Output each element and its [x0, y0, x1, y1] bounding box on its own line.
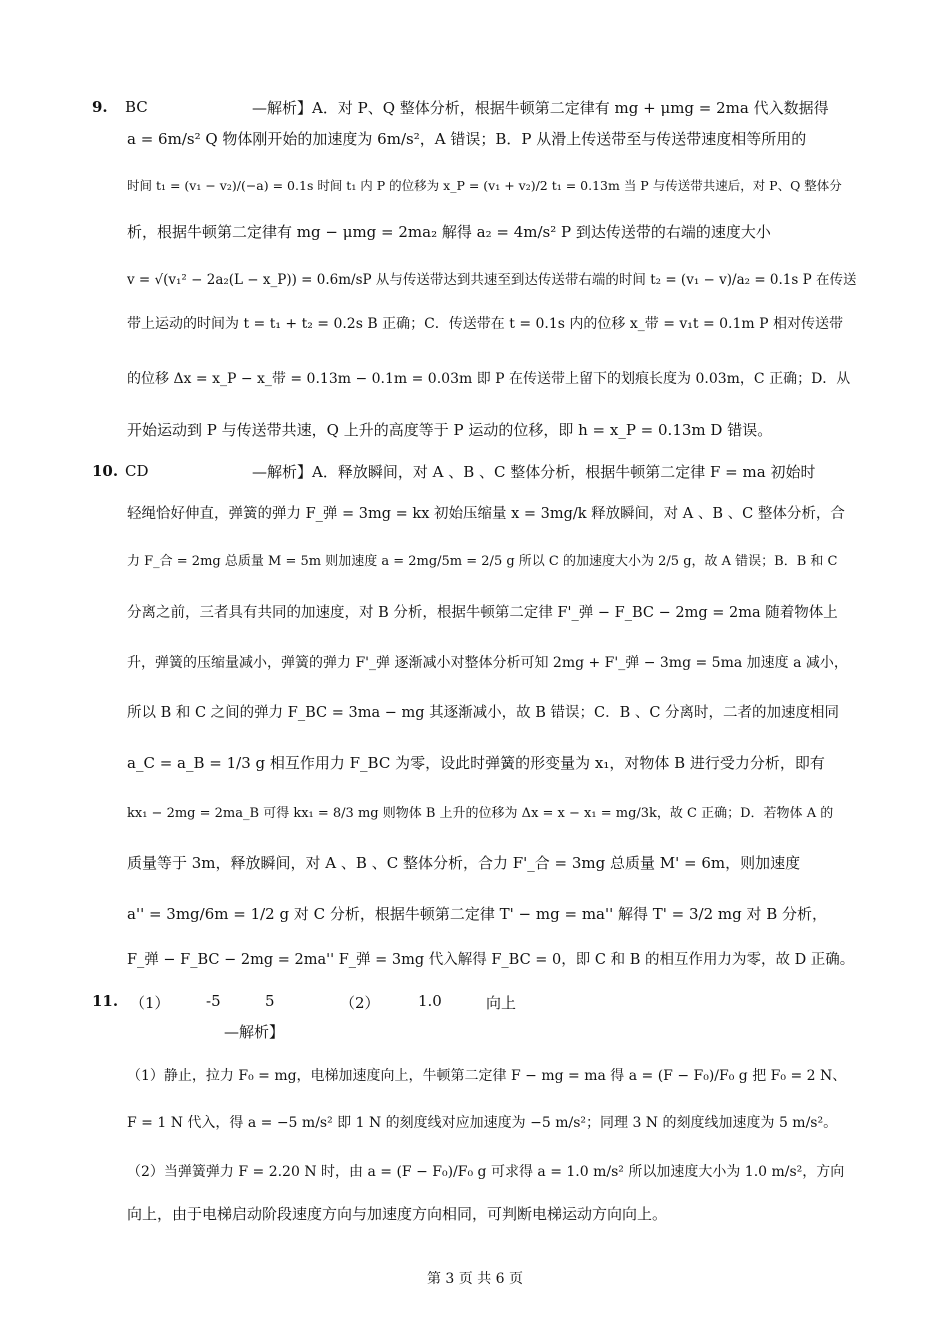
- answer-value: 1.0: [418, 992, 442, 1010]
- solution-line: 的位移 Δx = x_P − x_带 = 0.13m − 0.1m = 0.03m 即 P 在传送带上留下的划痕长度为 0.03m，C 正确；D．从: [127, 371, 851, 387]
- solution-line: kx₁ − 2mg = 2ma_B 可得 kx₁ = 8/3 mg 则物体 B 上升的位移为 Δx = x − x₁ = mg/3k，故 C 正确；D．若物体 A 的: [127, 806, 834, 821]
- answer-value: -5: [206, 992, 221, 1010]
- solution-line: F_弹 − F_BC − 2mg = 2ma'' F_弹 = 3mg 代入解得 F_BC = 0，即 C 和 B 的相互作用力为零，故 D 正确。: [127, 952, 855, 968]
- question-number: 10.: [92, 462, 119, 480]
- answer-value: 向上: [486, 994, 517, 1012]
- solution-line: 时间 t₁ = (v₁ − v₂)/(−a) = 0.1s 时间 t₁ 内 P 的位移为 x_P = (v₁ + v₂)/2 t₁ = 0.13m 当 P 与传送带共速后，对 P、Q 整体分: [127, 178, 842, 193]
- solution-line: 向上，由于电梯启动阶段速度方向与加速度方向相同，可判断电梯运动方向向上。: [127, 1205, 668, 1223]
- answer-part-label: （1）: [130, 994, 170, 1012]
- question-number: 11.: [92, 992, 119, 1010]
- solution-line: （1）静止，拉力 F₀ = mg，电梯加速度向上，牛顿第二定律 F − mg = ma 得 a = (F − F₀)/F₀ g 把 F₀ = 2 N、: [127, 1068, 847, 1084]
- solution-line: —解析】: [224, 1023, 285, 1041]
- solution-line: 分离之前，三者具有共同的加速度，对 B 分析，根据牛顿第二定律 F'_弹 − F_BC − 2mg = 2ma 随着物体上: [127, 605, 838, 621]
- page-footer: 第 3 页 共 6 页: [426, 1271, 524, 1287]
- answer-choice: BC: [125, 98, 148, 116]
- solution-line: a_C = a_B = 1/3 g 相互作用力 F_BC 为零，设此时弹簧的形变量为 x₁，对物体 B 进行受力分析，即有: [127, 754, 825, 772]
- solution-line: a = 6m/s² Q 物体刚开始的加速度为 6m/s²，A 错误；B．P 从滑上传送带至与传送带速度相等所用的: [127, 130, 807, 148]
- answer-part-label: （2）: [340, 994, 380, 1012]
- solution-line: F = 1 N 代入，得 a = −5 m/s² 即 1 N 的刻度线对应加速度为 −5 m/s²；同理 3 N 的刻度线加速度为 5 m/s²。: [127, 1115, 838, 1131]
- solution-line: 带上运动的时间为 t = t₁ + t₂ = 0.2s B 正确；C．传送带在 t = 0.1s 内的位移 x_带 = v₁t = 0.1m P 相对传送带: [127, 316, 844, 332]
- answer-value: 5: [265, 992, 275, 1010]
- solution-line: 力 F_合 = 2mg 总质量 M = 5m 则加速度 a = 2mg/5m = 2/5 g 所以 C 的加速度大小为 2/5 g，故 A 错误；B．B 和 C: [127, 554, 838, 569]
- solution-line: 所以 B 和 C 之间的弹力 F_BC = 3ma − mg 其逐渐减小，故 B 错误；C．B 、C 分离时，二者的加速度相同: [127, 705, 840, 721]
- solution-line: 开始运动到 P 与传送带共速，Q 上升的高度等于 P 运动的位移，即 h = x_P = 0.13m D 错误。: [127, 421, 773, 439]
- solution-line: （2）当弹簧弹力 F = 2.20 N 时，由 a = (F − F₀)/F₀ g 可求得 a = 1.0 m/s² 所以加速度大小为 1.0 m/s²，方向: [127, 1164, 845, 1180]
- solution-line: v = √(v₁² − 2a₂(L − x_P)) = 0.6m/sP 从与传送带达到共速至到达传送带右端的时间 t₂ = (v₁ − v)/a₂ = 0.1s P 在传送: [127, 272, 857, 288]
- solution-line: a'' = 3mg/6m = 1/2 g 对 C 分析，根据牛顿第二定律 T' − mg = ma'' 解得 T' = 3/2 mg 对 B 分析，: [127, 905, 828, 923]
- solution-line: 轻绳恰好伸直，弹簧的弹力 F_弹 = 3mg = kx 初始压缩量 x = 3mg/k 释放瞬间，对 A 、B 、C 整体分析，合: [127, 506, 845, 522]
- solution-line: 质量等于 3m，释放瞬间，对 A 、B 、C 整体分析，合力 F'_合 = 3mg 总质量 M' = 6m，则加速度: [127, 854, 801, 872]
- solution-line: 升，弹簧的压缩量减小，弹簧的弹力 F'_弹 逐渐减小对整体分析可知 2mg + F'_弹 − 3mg = 5ma 加速度 a 减小，: [127, 655, 848, 671]
- solution-line: —解析】A．对 P、Q 整体分析，根据牛顿第二定律有 mg + μmg = 2ma 代入数据得: [252, 99, 829, 117]
- answer-choice: CD: [125, 462, 149, 480]
- question-number: 9.: [92, 98, 108, 116]
- solution-line: 析，根据牛顿第二定律有 mg − μmg = 2ma₂ 解得 a₂ = 4m/s² P 到达传送带的右端的速度大小: [127, 223, 771, 241]
- solution-line: —解析】A．释放瞬间，对 A 、B 、C 整体分析，根据牛顿第二定律 F = ma 初始时: [252, 463, 816, 481]
